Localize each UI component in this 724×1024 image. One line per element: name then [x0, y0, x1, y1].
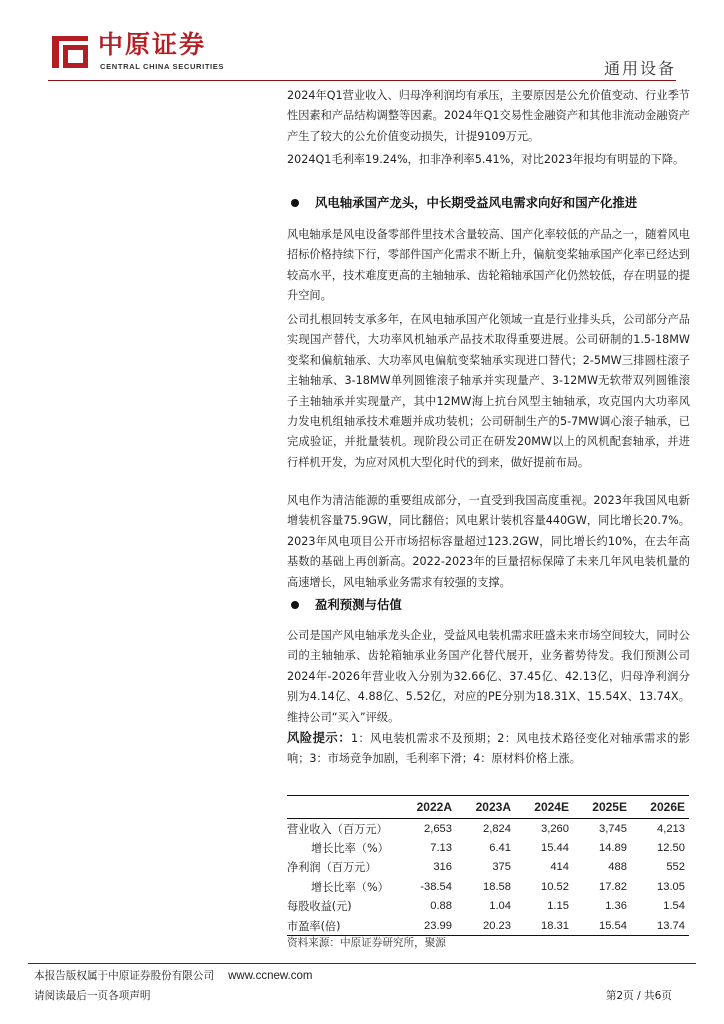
paragraph-wind-bearing-localization: 风电轴承是风电设备零部件里技术含量较高、国产化率较低的产品之一，随着风电招标价格持续下行，零部件国产化需求不断上升，偏航变桨轴承国产化率已经达到较高水平，技术难度更高的主轴轴承、齿轮箱轴承国产化仍然较低，存在明显的提升空间。	[287, 228, 690, 303]
risk-warning-text: 1：风电装机需求不及预期；2：风电技术路径变化对轴承需求的影响；3：市场竞争加剧，毛利率下滑；4：原材料价格上涨。	[287, 732, 690, 766]
row-label: 每股收益(元)	[287, 900, 352, 914]
row-label: 市盈率(倍)	[287, 916, 397, 936]
logo-english-name: CENTRAL CHINA SECURITIES	[100, 62, 225, 71]
table-cell: 13.74	[631, 916, 689, 936]
table-cell: 1.54	[663, 900, 685, 913]
report-category: 通用设备	[603, 59, 676, 78]
table-cell: 10.52	[540, 880, 569, 893]
table-row	[287, 819, 689, 839]
table-row	[287, 838, 689, 858]
table-cell: 1.36	[605, 900, 627, 913]
bullet-icon	[291, 601, 299, 609]
table-header-cell: 2023A	[456, 796, 515, 819]
table-cell: 3,260	[540, 822, 569, 835]
paragraph-q1-margins: 2024Q1毛利率19.24%，扣非净利率5.41%，对比2023年报均有明显的下降。	[287, 153, 685, 166]
table-source-note: 资料来源：中原证券研究所，聚源	[287, 937, 446, 949]
table-cell: 20.23	[456, 916, 515, 936]
table-cell: 1.04	[489, 900, 511, 913]
table-cell: 15.44	[540, 841, 569, 854]
table-cell: 414	[550, 861, 569, 874]
table-cell: 18.31	[515, 916, 573, 936]
central-china-securities-logo-icon	[48, 32, 92, 72]
table-cell: 0.88	[430, 900, 452, 913]
table-cell: 15.54	[573, 916, 631, 936]
table-cell: 14.89	[598, 841, 627, 854]
table-cell: 4,213	[657, 822, 685, 835]
table-cell: 3,745	[598, 822, 627, 835]
paragraph-q1-revenue: 2024年Q1营业收入、归母净利润均有承压，主要原因是公允价值变动、行业季节性因素和产品结构调整等因素。2024年Q1交易性金融资产和其他非流动金融资产产生了较大的公允价值变动损失，计提9109万元。	[287, 89, 690, 143]
footer-copyright: 本报告版权属于中原证券股份有限公司	[34, 970, 215, 982]
table-cell: 488	[608, 861, 627, 874]
paragraph-wind-market: 风电作为清洁能源的重要组成部分，一直受到我国高度重视。2023年我国风电新增装机容量75.9GW，同比翻倍；风电累计装机容量440GW，同比增长20.7%。2023年风电项目公开市场招标容量超过123.2GW，同比增长约10%，在去年高基数的基础上再创新高。2022-2023年的巨量招标保障了未来几年风电装机量的高速增长，风电轴承业务需求有较强的支撑。	[287, 494, 690, 589]
table-row	[287, 916, 689, 936]
row-label: 净利润（百万元）	[287, 861, 377, 875]
table-cell: 23.99	[397, 916, 456, 936]
table-cell: 13.05	[657, 880, 685, 893]
table-header-cell: 2024E	[515, 796, 573, 819]
table-cell: 552	[666, 861, 685, 874]
risk-warning-label: 风险提示：	[287, 730, 352, 745]
table-cell: -38.54	[420, 880, 452, 893]
table-cell: 17.82	[598, 880, 627, 893]
row-label: 增长比率（%）	[311, 880, 389, 894]
paragraph-company-products: 公司扎根回转支承多年，在风电轴承国产化领域一直是行业排头兵，公司部分产品实现国产替代，大功率风机轴承产品技术取得重要进展。公司研制的1.5-18MW变桨和偏航轴承、大功率风电偏航变桨轴承实现进口替代；2-5MW三排圆柱滚子主轴轴承、3-18MW单列圆锥滚子轴承并实现量产、3-12MW无软带双列圆锥滚子主轴轴承并实现量产，其中12MW海上抗台风型主轴轴承，攻克国内大功率风力发电机组轴承技术难题并成功装机；公司研制生产的5-7MW调心滚子轴承，已完成验证，并批量装机。现阶段公司正在研发20MW以上的风机配套轴承，并进行样机开发，为应对风机大型化时代的到来，做好提前布局。	[287, 313, 690, 469]
header-divider	[48, 80, 676, 81]
section-heading-wind-bearing: 风电轴承国产龙头，中长期受益风电需求向好和国产化推进	[287, 193, 690, 213]
table-row	[287, 877, 689, 897]
table-cell: 7.13	[430, 841, 452, 854]
logo-chinese-name: 中原证券	[98, 30, 207, 59]
table-header-cell: 2022A	[397, 796, 456, 819]
table-cell: 2,653	[424, 822, 452, 835]
table-cell: 18.58	[483, 880, 511, 893]
company-logo	[48, 30, 238, 74]
table-cell: 6.41	[489, 841, 511, 854]
paragraph-earnings-forecast: 公司是国产风电轴承龙头企业，受益风电装机需求旺盛未来市场空间较大，同时公司的主轴轴承、齿轮箱轴承业务国产化替代展开，业务蓄势待发。我们预测公司2024年-2026年营业收入分别为32.66亿、37.45亿、42.13亿，归母净利润分别为4.14亿、4.88亿、5.52亿，对应的PE分别为18.31X、15.54X、13.74X。维持公司“买入”评级。	[287, 629, 690, 724]
risk-warning	[287, 728, 690, 770]
footer-website-link[interactable]: www.ccnew.com	[228, 970, 313, 982]
table-cell: 2,824	[483, 822, 511, 835]
bullet-icon	[291, 199, 299, 207]
table-header-cell: 2025E	[573, 796, 631, 819]
table-header-cell: 2026E	[631, 796, 689, 819]
table-row	[287, 858, 689, 878]
footer-divider	[28, 963, 696, 964]
footer-disclaimer: 请阅读最后一页各项声明	[34, 990, 151, 1002]
table-cell: 375	[492, 861, 511, 874]
row-label: 营业收入（百万元）	[287, 822, 388, 836]
table-cell: 12.50	[657, 841, 685, 854]
page-number: 第2页 / 共6页	[605, 990, 672, 1002]
row-label: 增长比率（%）	[311, 841, 389, 855]
table-header-row	[287, 796, 689, 819]
table-row	[287, 897, 689, 917]
table-cell: 1.15	[547, 900, 569, 913]
financial-forecast-table	[287, 795, 689, 936]
table-cell: 316	[433, 861, 452, 874]
section-heading-forecast: 盈利预测与估值	[287, 595, 690, 615]
table-header-cell	[287, 796, 397, 819]
footer-copyright-line	[34, 968, 312, 983]
